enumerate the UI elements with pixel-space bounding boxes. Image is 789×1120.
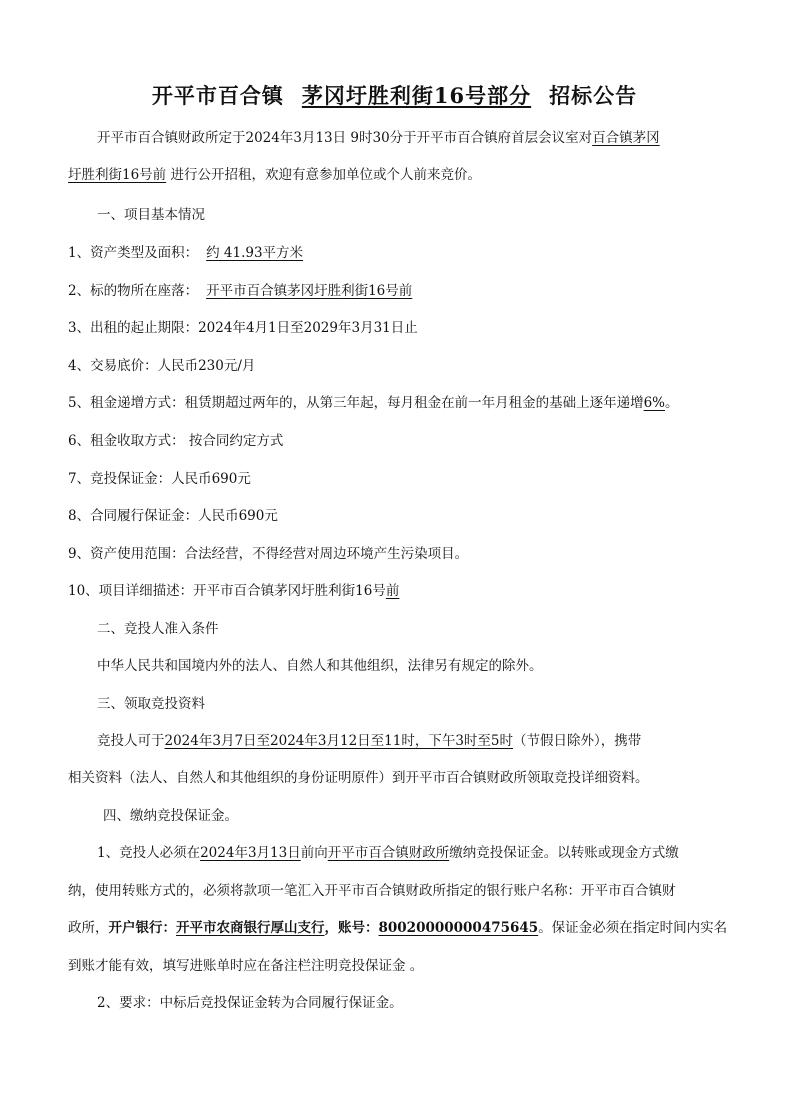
section4-p1-line-1: 1、竞投人必须在2024年3月13日前向开平市百合镇财政所缴纳竞投保证金。以转账或现金方式缴	[97, 845, 679, 861]
item-8: 8、合同履行保证金：人民币690元	[68, 508, 278, 524]
deposit-deadline: 2024年3月13日	[200, 845, 301, 861]
section4-p1-line-4: 到账才能有效，填写进账单时应在备注栏注明竞投保证金 。	[68, 958, 424, 974]
title-prefix: 开平市百合镇	[151, 83, 284, 108]
item-1: 1、资产类型及面积： 约 41.93平方米	[68, 243, 311, 263]
section2-text: 中华人民共和国境内外的法人、自然人和其他组织，法律另有规定的除外。	[97, 658, 543, 674]
section3-heading: 三、领取竞投资料	[97, 696, 205, 712]
item-5-rate: 6%	[643, 395, 666, 411]
title-project: 茅冈圩胜利街16号部分	[301, 83, 532, 108]
section3-pickup-time: 2024年3月7日至2024年3月12日至11时，下午3时至5时	[164, 733, 514, 749]
item-2: 2、标的物所在座落： 开平市百合镇茅冈圩胜利街16号前	[68, 281, 430, 301]
section2-heading: 二、竞投人准入条件	[97, 621, 219, 637]
intro-target-part2: 圩胜利街16号前	[68, 167, 167, 183]
section4-p1-line-3: 政所，开户银行：开平市农商银行厚山支行，账号：80020000000475645。保证金必须在指定时间内实名	[68, 920, 728, 936]
item-3: 3、出租的起止期限：2024年4月1日至2029年3月31日止	[68, 320, 418, 336]
account-number: 80020000000475645	[378, 920, 539, 936]
document-title	[0, 80, 789, 110]
title-suffix: 招标公告	[549, 83, 638, 108]
bank-name: 开平市农商银行厚山支行	[176, 920, 325, 936]
section1-heading: 一、项目基本情况	[97, 207, 205, 223]
intro-line-2: 圩胜利街16号前 进行公开招租，欢迎有意参加单位或个人前来竞价。	[68, 167, 481, 183]
intro-target-part1: 百合镇茅冈	[592, 130, 660, 146]
section3-line-1: 竞投人可于2024年3月7日至2024年3月12日至11时，下午3时至5时（节假日除外），携带	[97, 733, 642, 749]
item-5: 5、租金递增方式：租赁期超过两年的，从第三年起，每月租金在前一年月租金的基础上逐年递增6%。	[68, 395, 679, 411]
deposit-recipient: 开平市百合镇财政所	[327, 845, 450, 861]
item-4: 4、交易底价：人民币230元/月	[68, 358, 256, 374]
section3-line-2: 相关资料（法人、自然人和其他组织的身份证明原件）到开平市百合镇财政所领取竞投详细资料。	[68, 770, 649, 786]
item-10: 10、项目详细描述：开平市百合镇茅冈圩胜利街16号前	[68, 583, 400, 599]
item-9: 9、资产使用范围：合法经营，不得经营对周边环境产生污染项目。	[68, 546, 469, 562]
item-6: 6、租金收取方式： 按合同约定方式	[68, 433, 284, 449]
item-1-value: 约 41.93平方米	[206, 245, 304, 261]
intro-line-1: 开平市百合镇财政所定于2024年3月13日 9时30分于开平市百合镇府首层会议室对百合镇茅冈	[97, 130, 660, 146]
item-10-location: 前	[385, 583, 400, 599]
section4-p2: 2、要求：中标后竞投保证金转为合同履行保证金。	[97, 995, 403, 1011]
section4-heading: 四、缴纳竞投保证金。	[103, 808, 238, 824]
item-2-value: 开平市百合镇茅冈圩胜利街16号前	[206, 283, 413, 299]
item-7: 7、竞投保证金：人民币690元	[68, 471, 251, 487]
section4-p1-line-2: 纳，使用转账方式的，必须将款项一笔汇入开平市百合镇财政所指定的银行账户名称：开平市百合镇财	[68, 883, 676, 899]
